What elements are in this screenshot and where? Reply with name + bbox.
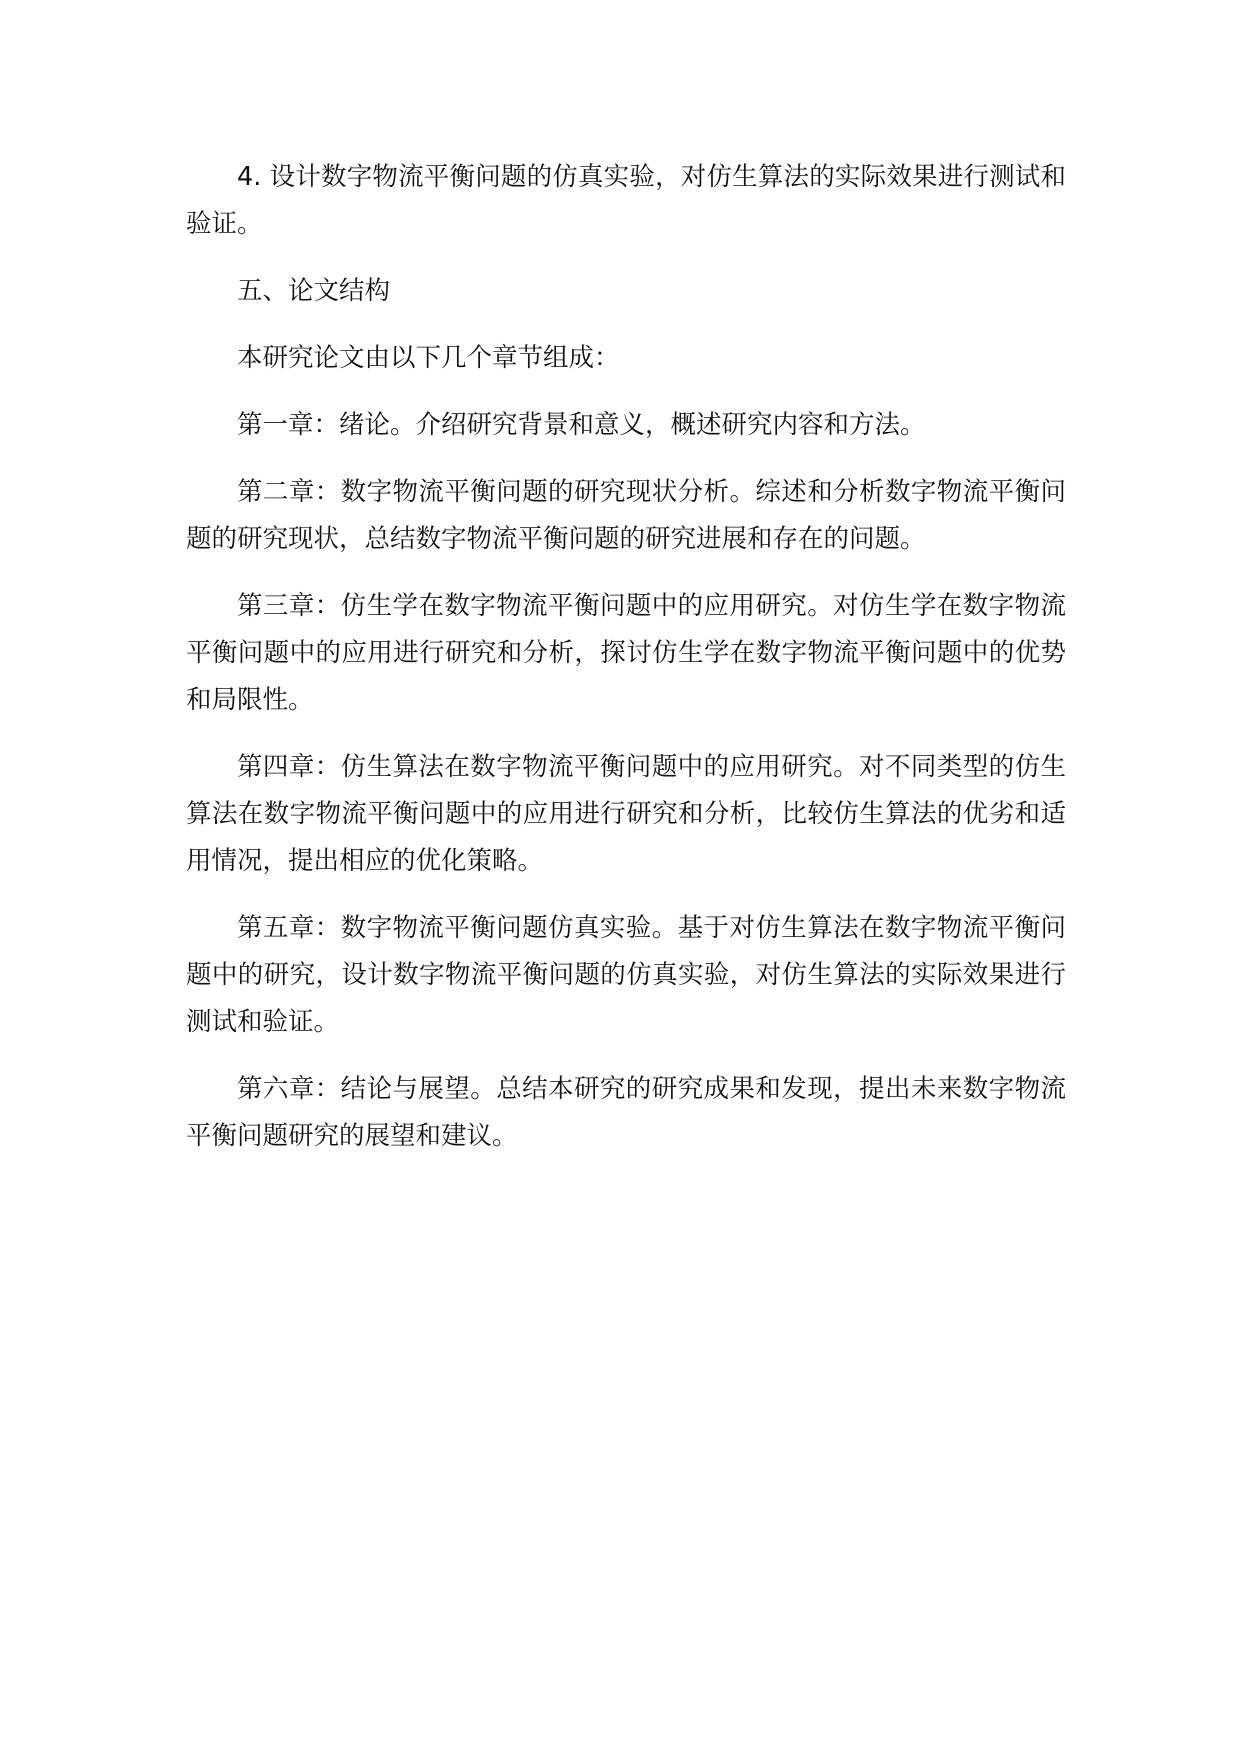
document-body: [186, 154, 1066, 1180]
paragraph-chapter-6: 第六章：结论与展望。总结本研究的研究成果和发现，提出未来数字物流平衡问题研究的展望和建议。: [186, 1074, 1066, 1151]
paragraph-chapter-5: 第五章：数字物流平衡问题仿真实验。基于对仿生算法在数字物流平衡问题中的研究，设计数字物流平衡问题的仿真实验，对仿生算法的实际效果进行测试和验证。: [186, 913, 1066, 1037]
section-heading-thesis-structure: 五、论文结构: [237, 276, 391, 306]
paragraph-chapter-4: 第四章：仿生算法在数字物流平衡问题中的应用研究。对不同类型的仿生算法在数字物流平衡问题中的应用进行研究和分析，比较仿生算法的优劣和适用情况，提出相应的优化策略。: [186, 752, 1066, 876]
paragraph-chapter-3: 第三章：仿生学在数字物流平衡问题中的应用研究。对仿生学在数字物流平衡问题中的应用进行研究和分析，探讨仿生学在数字物流平衡问题中的优势和局限性。: [186, 591, 1066, 715]
paragraph-research-item-4: 4. 设计数字物流平衡问题的仿真实验，对仿生算法的实际效果进行测试和验证。: [186, 162, 1066, 239]
paragraph-structure-intro: 本研究论文由以下几个章节组成：: [237, 343, 620, 373]
paragraph-chapter-2: 第二章：数字物流平衡问题的研究现状分析。综述和分析数字物流平衡问题的研究现状，总结数字物流平衡问题的研究进展和存在的问题。: [186, 477, 1066, 554]
paragraph-chapter-1: 第一章：绪论。介绍研究背景和意义，概述研究内容和方法。: [237, 410, 926, 440]
